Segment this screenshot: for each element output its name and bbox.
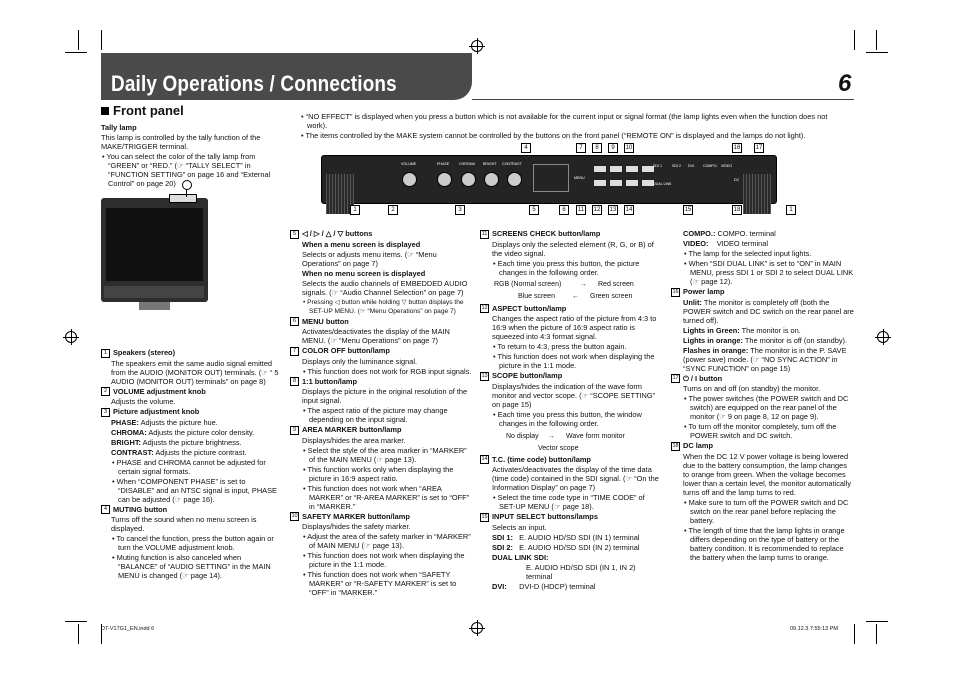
- item-heading: ⏻ / I button: [683, 373, 723, 383]
- tally-block: [101, 123, 276, 189]
- item-heading: MENU button: [302, 316, 349, 326]
- screens-flow-diagram: [480, 278, 660, 304]
- picture-knob-details: PHASE: Adjusts the picture hue. CHROMA: Adjusts the picture color density. BRIGHT: Adjusts the picture brightness. CONTRAST: Adjusts the picture contrast. • PHASE and CHROMA cannot be adjusted for certain signal formats. • When “COMPONENT PHASE” is set to “DISABLE” and an NTSC signal is input, PHASE can be adjusted (☞ page 16).: [111, 417, 277, 504]
- item-text: Adjusts the volume.: [111, 397, 176, 407]
- item-heading: T.C. (time code) button/lamp: [492, 454, 591, 464]
- registration-mark-icon: [65, 331, 77, 343]
- monitor-screen: [106, 208, 203, 281]
- callout-number: 6: [559, 205, 569, 215]
- item-heading: SAFETY MARKER button/lamp: [302, 511, 410, 521]
- muting-details: Turns off the sound when no menu screen is displayed. • To cancel the function, press the button again or turn the VOLUME adjustment knob. • Muting function is also canceled when “BALANCE” of “AUDIO SETTING” in the MAIN MENU is changed (☞ page 14).: [111, 515, 274, 581]
- callout-number: 3: [455, 205, 465, 215]
- crop-mark: [876, 624, 877, 644]
- column-1: [101, 348, 279, 581]
- panel-label-volume: VOLUME: [401, 162, 417, 166]
- item-heading: ASPECT button/lamp: [492, 303, 567, 313]
- callout-number: 10: [625, 145, 633, 151]
- tally-lamp-icon: [169, 194, 197, 203]
- panel-label-contrast: CONTRAST: [502, 162, 522, 166]
- footer-left: DT-V17G1_EN.indd 6: [101, 626, 155, 632]
- arrow-right-icon: →: [580, 280, 587, 288]
- notes-block: [300, 112, 840, 141]
- callout-number: 11: [577, 207, 585, 213]
- panel-label-dual-link: DUAL LINK: [653, 182, 672, 186]
- item-number: 12: [481, 305, 488, 312]
- callout-number: 18: [733, 207, 741, 213]
- item-heading: SCREENS CHECK button/lamp: [492, 229, 601, 238]
- flow-step: RGB (Normal screen): [494, 280, 562, 288]
- tally-bullet: • You can select the color of the tally lamp from “GREEN” or “RED.” (☞ “TALLY SELECT” in “FUNCTION SETTING” on page 16 and “External Control” on page 20): [102, 152, 271, 188]
- contrast-knob-icon: [507, 172, 522, 187]
- panel-label-compo: COMPO.: [703, 164, 718, 168]
- item-heading: INPUT SELECT buttons/lamps: [492, 512, 598, 522]
- item-heading: SCOPE button/lamp: [492, 371, 563, 381]
- item-number: 18: [672, 442, 679, 449]
- item-number: 10: [291, 513, 298, 520]
- note-item: • “NO EFFECT” is displayed when you press a button which is not available for the current input or signal format (the lamp lights even when the function does not work).: [301, 112, 828, 130]
- section-heading: [101, 103, 184, 118]
- callout-number: 1: [786, 205, 796, 215]
- callout-number: 13: [609, 207, 617, 213]
- item-heading: Picture adjustment knob: [113, 407, 200, 417]
- item-number: 3: [101, 408, 110, 417]
- flow-step: Blue screen: [518, 292, 555, 300]
- one-to-one-button-icon: [610, 166, 622, 172]
- column-3: 11 SCREENS CHECK button/lamp Displays only the selected element (R, G, or B) of the video signal. • Each time you press this button, the picture changes in the following order. RGB (Normal screen) → Red screen Blue screen ← Green screen 12 ASPECT button/lamp Changes the aspect ratio of the picture from 4:3 to 16:9 when the picture of 16:9 aspect ratio is squeezed into 4:3 format signal. • To return to 4:3, press the button again. • This function does not work when displaying the picture in the 1:1 mode. 13 SCOPE button/lamp Displays/hides the indication of the wave form monitor and vector scope. (☞ “SCOPE SETTING” on page 15) • Each time you press this button, the window changes in the following order. No display → Wave form monitor Vector scope 14 T.C. (time code) button/lamp Activates/deactivates the display of the time data (time code) contained in the SDI signal. (☞ “On the Information Display” on page 7) • Select the time code type in “TIME CODE” of SET-UP MENU (☞ page 18). 15 INPUT SELECT buttons/lamps Selects an input. SDI 1: E. AUDIO HD/SD SDI (IN 1) terminal SDI 2: E. AUDIO HD/SD SDI (IN 2) terminal DUAL LINK SDI: E. AUDIO HD/SD SDI (IN 1, IN 2) terminal DVI: DVI-D (HDCP) terminal: [481, 229, 659, 591]
- title-banner: [101, 53, 472, 100]
- item-heading: Speakers (stereo): [113, 348, 176, 357]
- crop-mark: [78, 30, 79, 50]
- crop-mark: [78, 624, 79, 644]
- aspect-button-icon: [610, 180, 622, 186]
- item-number: 8: [290, 377, 299, 386]
- panel-label-sdi1: SDI 1: [653, 164, 662, 168]
- crop-mark: [65, 621, 87, 622]
- item-number: 1: [101, 349, 110, 358]
- registration-mark-icon: [471, 622, 483, 634]
- callout-number: 12: [593, 207, 601, 213]
- panel-label-video: VIDEO: [721, 164, 733, 168]
- callout-number: 5: [529, 205, 539, 215]
- callout-number: 1: [350, 205, 360, 215]
- callout-number: 2: [388, 205, 398, 215]
- item-number: 4: [101, 505, 110, 514]
- item-number: 9: [290, 426, 299, 435]
- color-off-button-icon: [594, 166, 606, 172]
- item-heading: DC lamp: [683, 441, 713, 451]
- bright-knob-icon: [484, 172, 499, 187]
- crop-mark: [854, 30, 855, 50]
- column-4: COMPO.: COMPO. terminal VIDEO: VIDEO terminal • The lamp for the selected input lights. • When “SDI DUAL LINK” is set to “ON” in MAIN MENU, press SDI 1 or SDI 2 to select DUAL LINK (☞ page 12). 16 Power lamp Unlit: The monitor is completely off (both the POWER switch and DC switch on the rear panel are turned off). Lights in Green: The monitor is on. Lights in orange: The monitor is off (on standby). Flashes in orange: The monitor is in the P. SAVE (power save) mode. (☞ “NO SYNC ACTION” in “SYNC FUNCTION” on page 15) 17 ⏻ / I button Turns on and off (on standby) the monitor. • The power switches (the POWER switch and DC switch) are equipped on the rear panel of the monitor (☞ 9 on page 8, 12 on page 9). • To turn off the monitor completely, turn off the POWER switch and DC switch. 18 DC lamp When the DC 12 V power voltage is being lowered due to the battery consumption, the lamp changes to orange from green. When the voltage becomes lower than a certain level, the monitor automatically turns off and the lamp turns to red. • Make sure to turn off the POWER switch and DC switch on the rear panel before replacing the battery. • The length of time that the lamp lights in orange differs depending on the type of battery or the battery condition. It is recommended to replace the battery when the lamp turns to orange.: [672, 229, 854, 562]
- footer-right: 09.12.3 7:55:13 PM: [790, 626, 839, 632]
- item-heading: Power lamp: [683, 287, 725, 296]
- registration-mark-icon: [877, 331, 889, 343]
- callout-number: 15: [684, 207, 692, 213]
- item-number: 14: [481, 456, 488, 463]
- tally-body: This lamp is controlled by the tally function of the MAKE/TRIGGER terminal.: [101, 133, 261, 151]
- monitor-illustration: [101, 198, 208, 313]
- monitor-control-strip: [104, 286, 204, 298]
- item-heading: MUTING button: [113, 504, 168, 514]
- square-bullet-icon: [101, 107, 109, 115]
- crop-mark: [854, 624, 855, 644]
- panel-label-bright: BRIGHT: [483, 162, 497, 166]
- flow-step: Red screen: [598, 280, 634, 288]
- item-number: 16: [672, 288, 679, 295]
- item-number: 13: [481, 372, 488, 379]
- panel-label-phase: PHASE: [437, 162, 450, 166]
- arrow-buttons-group: [533, 164, 569, 192]
- flow-step: Green screen: [590, 292, 633, 300]
- item-number: 6: [290, 317, 299, 326]
- callout-number: 8: [592, 143, 602, 153]
- crop-mark: [866, 621, 888, 622]
- callout-number: 17: [755, 145, 763, 151]
- speaker-grille-right: [743, 174, 771, 214]
- item-heading: 1:1 button/lamp: [302, 376, 358, 386]
- section-title: Front panel: [113, 103, 184, 118]
- item-number: 15: [481, 513, 488, 520]
- column-2: 5 ◁ / ▷ / △ / ▽ buttons When a menu screen is displayed Selects or adjusts menu items. (☞ “Menu Operations” on page 7) When no menu screen is displayed Selects the audio channels of EMBEDDED AUDIO signals. (☞ “Audio Channel Selection” on page 7) • Pressing ◁ button while holding ▽ button displays the SET-UP MENU. (☞ “Menu Operations” on page 7) 6 MENU button Activates/deactivates the display of the MAIN MENU. (☞ “Menu Operations” on page 7) 7 COLOR OFF button/lamp Displays only the luminance signal. • This function does not work for RGB input signals. 8 1:1 button/lamp Displays the picture in the original resolution of the input signal. • The aspect ratio of the picture may change depending on the input signal. 9 AREA MARKER button/lamp Displays/hides the area marker. • Select the style of the area marker in “MARKER” of the MAIN MENU (☞ page 13). • This function works only when displaying the picture in 16:9 aspect ratio. • This function does not work when “AREA MARKER” or “R-AREA MARKER” is set to “OFF” in “MARKER.” 10 SAFETY MARKER button/lamp Displays/hides the safety marker. • Adjust the area of the safety marker in “MARKER” of MAIN MENU (☞ page 13). • This function does not work when displaying the picture in the 1:1 mode. • This function does not work when “SAFETY MARKER” or “R-SAFETY MARKER” is set to “OFF” in “MARKER.”: [291, 229, 472, 598]
- volume-knob-icon: [402, 172, 417, 187]
- crop-mark: [876, 30, 877, 50]
- phase-knob-icon: [437, 172, 452, 187]
- callout-number: 7: [576, 143, 586, 153]
- callout-number: 14: [625, 207, 633, 213]
- panel-label-chroma: CHROMA: [459, 162, 475, 166]
- item-heading: COLOR OFF button/lamp: [302, 346, 390, 356]
- panel-label-dc: DC: [734, 178, 740, 182]
- header-rule: [472, 99, 854, 100]
- item-number: 5: [290, 230, 299, 239]
- front-panel-illustration: [302, 141, 795, 215]
- flow-step: Wave form monitor: [566, 432, 625, 440]
- chroma-knob-icon: [461, 172, 476, 187]
- monitor-body: [101, 198, 208, 302]
- callout-number: 9: [608, 143, 618, 153]
- crop-mark: [866, 52, 888, 53]
- item-number: 2: [101, 387, 110, 396]
- item-heading: VOLUME adjustment knob: [113, 386, 206, 396]
- item-number: 7: [290, 347, 299, 356]
- panel-label-menu: MENU: [574, 176, 585, 180]
- page-title: Daily Operations / Connections: [111, 71, 397, 96]
- item-text: The speakers emit the same audio signal emitted from the AUDIO (MONITOR OUT) terminals. (☞ “ 5 AUDIO (MONITOR OUT) terminals” on page 8): [111, 358, 279, 386]
- registration-mark-icon: [471, 40, 483, 52]
- page-number: 6: [838, 70, 852, 97]
- monitor-stand: [139, 302, 170, 310]
- tally-heading: Tally lamp: [101, 123, 137, 132]
- callout-number: 16: [733, 145, 741, 151]
- panel-label-sdi2: SDI 2: [672, 164, 681, 168]
- tally-callout-circle: [182, 180, 192, 190]
- item-number: 11: [481, 230, 488, 237]
- crop-mark: [65, 52, 87, 53]
- item-heading: AREA MARKER button/lamp: [302, 425, 402, 435]
- note-item: • The items controlled by the MAKE system cannot be controlled by the buttons on the front panel (“REMOTE ON” is displayed and the lamps do not light).: [301, 131, 806, 140]
- item-heading: ◁ / ▷ / △ / ▽ buttons: [302, 229, 373, 238]
- callout-number: 4: [521, 143, 531, 153]
- flow-step: No display: [506, 432, 539, 440]
- arrow-right-icon: →: [548, 432, 555, 440]
- screens-check-button-icon: [594, 180, 606, 186]
- flow-step: Vector scope: [538, 444, 579, 452]
- panel-label-dvi: DVI: [688, 164, 694, 168]
- front-panel: [321, 155, 777, 204]
- area-marker-button-icon: [626, 166, 638, 172]
- scope-button-icon: [626, 180, 638, 186]
- crop-mark: [101, 30, 102, 50]
- item-number: 17: [672, 375, 679, 382]
- scope-flow-diagram: [480, 429, 660, 455]
- arrow-left-icon: ←: [572, 292, 579, 300]
